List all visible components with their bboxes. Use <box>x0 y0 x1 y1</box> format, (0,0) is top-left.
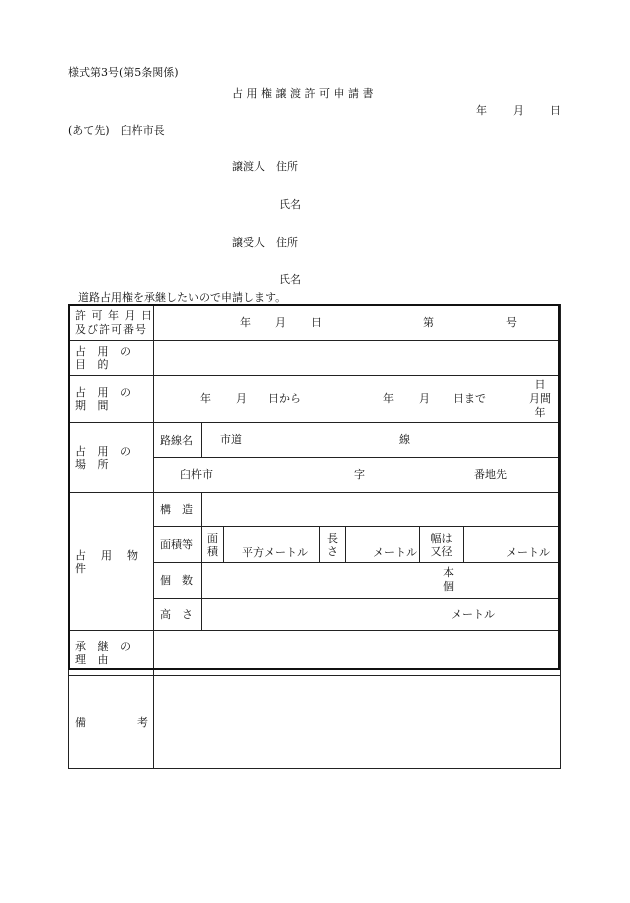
length-label-line1: 長 <box>327 531 338 545</box>
objects-label: 占 用 物 件 <box>69 493 154 631</box>
length-label-line2: さ <box>327 544 338 558</box>
remarks-row <box>69 676 561 769</box>
count-label: 個 数 <box>154 563 202 599</box>
area-etc-label: 面積等 <box>154 527 202 563</box>
date-month-label: 月 <box>513 104 524 117</box>
width-label-line2: 又径 <box>430 544 453 558</box>
count-value-cell[interactable] <box>202 563 561 599</box>
period-row <box>69 376 561 423</box>
count-units <box>443 566 454 594</box>
remarks-label-cell <box>69 676 154 769</box>
permit-go: 号 <box>506 316 517 329</box>
area-value-cell[interactable] <box>224 527 320 563</box>
period-unit-months: 月間 <box>529 392 551 405</box>
width-label-line1: 幅は <box>430 531 453 545</box>
reason-label: 承 継 の 理 由 <box>69 631 154 676</box>
transferor-name-label: 氏名 <box>279 198 301 211</box>
city-road-label: 市道 <box>220 433 242 446</box>
application-statement: 道路占用権を承継したいので申請します。 <box>78 291 287 304</box>
period-end-year: 年 <box>383 392 394 405</box>
permit-value-cell[interactable] <box>154 305 561 341</box>
transferee-address-label: 住所 <box>276 236 298 249</box>
form-number: 様式第3号(第5条関係) <box>68 66 179 79</box>
route-name-label: 路線名 <box>154 423 202 458</box>
permit-row <box>69 305 561 341</box>
location-label: 占 用 の 場 所 <box>69 423 154 493</box>
application-table <box>68 304 561 769</box>
purpose-value-cell[interactable] <box>154 341 561 376</box>
lot-suffix-label: 番地先 <box>474 468 507 481</box>
date-line <box>476 102 561 118</box>
permit-dai: 第 <box>423 316 434 329</box>
transferor-address-label: 住所 <box>276 160 298 173</box>
permit-month: 月 <box>275 316 286 329</box>
address-value-cell[interactable] <box>154 458 561 493</box>
route-line-label: 線 <box>399 433 410 446</box>
structure-label: 構 造 <box>154 493 202 527</box>
transferor-address-line <box>232 158 298 174</box>
document-title: 占用権譲渡許可申請書 <box>232 87 377 100</box>
period-end-month: 月 <box>419 392 430 405</box>
permit-label-cell <box>69 305 154 341</box>
purpose-row <box>69 341 561 376</box>
area-label-cell <box>202 527 224 563</box>
unit-hon: 本 <box>443 566 454 579</box>
transferee-label: 譲受人 <box>232 236 265 249</box>
period-value-cell[interactable] <box>154 376 561 423</box>
transferee-address-line <box>232 234 298 250</box>
remarks-label-1: 備 <box>75 716 86 729</box>
area-label-line2: 積 <box>207 544 218 558</box>
permit-label-line2: 及び許可番号 <box>75 322 147 336</box>
addressee: (あて先) 臼杵市長 <box>68 124 165 137</box>
period-unit-day: 日 <box>534 378 546 391</box>
aza-label: 字 <box>354 468 365 481</box>
width-value-cell[interactable] <box>464 527 561 563</box>
date-day-label: 日 <box>550 104 561 117</box>
height-value-cell[interactable] <box>202 599 561 631</box>
structure-row <box>69 493 561 527</box>
width-label-cell <box>420 527 464 563</box>
period-label: 占 用 の 期 間 <box>69 376 154 423</box>
permit-day: 日 <box>311 316 322 329</box>
permit-label-line1: 許 可 年 月 日 <box>75 308 153 322</box>
reason-row <box>69 631 561 676</box>
remarks-value-cell[interactable] <box>154 676 561 769</box>
square-meter-unit: 平方メートル <box>242 546 308 559</box>
length-value-cell[interactable] <box>346 527 420 563</box>
location-row-1 <box>69 423 561 458</box>
permit-year: 年 <box>240 316 251 329</box>
height-label: 高 さ <box>154 599 202 631</box>
period-start-month: 月 <box>236 392 247 405</box>
length-label-cell <box>320 527 346 563</box>
transferee-name-label: 氏名 <box>279 273 301 286</box>
period-start-year: 年 <box>200 392 211 405</box>
remarks-label-2: 考 <box>137 716 148 729</box>
unit-ko: 個 <box>443 580 454 593</box>
route-name-value-cell[interactable] <box>202 423 561 458</box>
period-duration-units <box>529 378 551 420</box>
purpose-label: 占 用 の 目 的 <box>69 341 154 376</box>
transferor-label: 譲渡人 <box>232 160 265 173</box>
length-meter-unit: メートル <box>373 546 417 559</box>
width-meter-unit: メートル <box>506 546 550 559</box>
date-year-label: 年 <box>476 104 487 117</box>
period-unit-year: 年 <box>534 406 546 419</box>
height-meter-unit: メートル <box>451 608 495 621</box>
period-end-day-until: 日まで <box>453 392 486 405</box>
structure-value-cell[interactable] <box>202 493 561 527</box>
reason-value-cell[interactable] <box>154 631 561 676</box>
period-start-day-from: 日から <box>268 392 301 405</box>
city-label: 臼杵市 <box>180 468 213 481</box>
area-label-line1: 面 <box>207 531 218 545</box>
